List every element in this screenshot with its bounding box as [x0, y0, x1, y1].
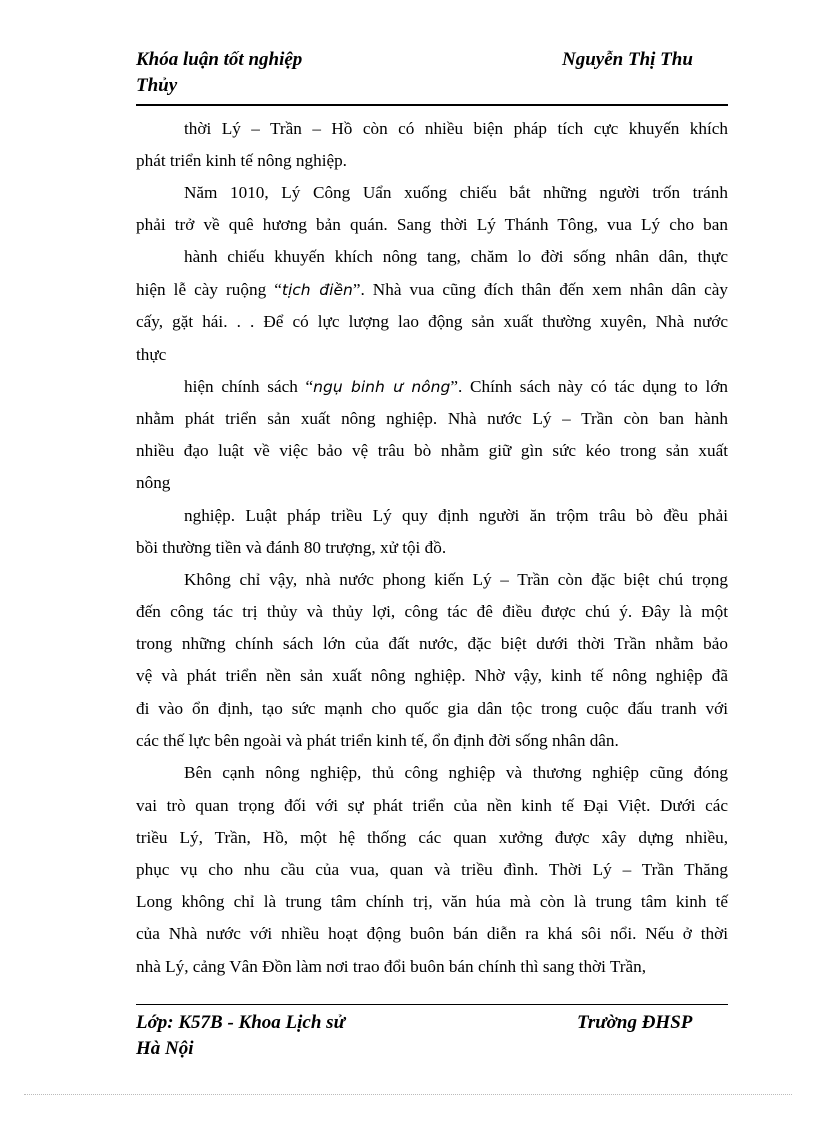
text-line: vai trò quan trọng đối với sự phát triển của nền kinh tế Đại Việt. Dưới các — [136, 796, 728, 815]
text-line: phát triển kinh tế nông nghiệp. — [136, 151, 347, 170]
text-segment: hiện lễ cày ruộng “ — [136, 280, 282, 299]
text-line: phải trở về quê hương bản quán. Sang thời Lý Thánh Tông, vua Lý cho ban — [136, 215, 728, 234]
page-header — [136, 48, 728, 106]
text-line: Không chỉ vậy, nhà nước phong kiến Lý – Trần còn đặc biệt chú trọng — [184, 570, 728, 589]
header-thesis-title: Khóa luận tốt nghiệp — [136, 49, 303, 70]
text-segment: ”. Nhà vua cũng đích thân đến xem nhân dân cày — [352, 280, 728, 299]
text-line: hành chiếu khuyến khích nông tang, chăm lo đời sống nhân dân, thực — [184, 247, 728, 266]
text-line — [136, 274, 728, 306]
text-line: nhiều đạo luật về việc bảo vệ trâu bò nhằm giữ gìn sức kéo trong sản xuất — [136, 441, 728, 460]
text-line: đi vào ổn định, tạo sức mạnh cho quốc gia dân tộc trong cuộc đấu tranh với — [136, 699, 728, 718]
header-author: Nguyễn Thị Thu — [562, 49, 693, 70]
header-author-continued: Thủy — [136, 75, 178, 96]
text-line: các thế lực bên ngoài và phát triển kinh tế, ổn định đời sống nhân dân. — [136, 731, 619, 750]
italic-term: tịch điền — [281, 281, 353, 299]
text-line: Năm 1010, Lý Công Uẩn xuống chiếu bắt những người trốn tránh — [184, 183, 728, 202]
text-line: thực — [136, 345, 167, 364]
text-line: của Nhà nước với nhiều hoạt động buôn bán diễn ra khá sôi nổi. Nếu ở thời — [136, 924, 728, 943]
text-line: thời Lý – Trần – Hồ còn có nhiều biện pháp tích cực khuyến khích — [184, 119, 728, 138]
text-segment: ”. Chính sách này có tác dụng to lớn — [450, 377, 728, 396]
text-line — [184, 371, 728, 403]
text-line: nông — [136, 473, 171, 492]
footer-divider — [136, 1004, 728, 1005]
footer-class: Lớp: K57B - Khoa Lịch sử — [136, 1012, 345, 1033]
text-line: nghiệp. Luật pháp triều Lý quy định người ăn trộm trâu bò đều phải — [184, 506, 728, 525]
italic-term: ngụ binh ư nông — [313, 378, 451, 396]
text-line: phục vụ cho nhu cầu của vua, quan và triều đình. Thời Lý – Trần Thăng — [136, 860, 728, 879]
text-segment: hiện chính sách “ — [184, 377, 314, 396]
text-line: Long không chỉ là trung tâm chính trị, văn húa mà còn là trung tâm kinh tế — [136, 892, 728, 911]
text-line: vệ và phát triển nền sản xuất nông nghiệp. Nhờ vậy, kinh tế nông nghiệp đã — [136, 666, 728, 685]
footer-university-continued: Hà Nội — [136, 1038, 194, 1059]
text-line: Bên cạnh nông nghiệp, thủ công nghiệp và thương nghiệp cũng đóng — [184, 763, 728, 782]
text-line: nhằm phát triển sản xuất nông nghiệp. Nhà nước Lý – Trần còn ban hành — [136, 409, 728, 428]
text-line: trong những chính sách lớn của đất nước, đặc biệt dưới thời Trần nhằm bảo — [136, 634, 728, 653]
text-line: nhà Lý, cảng Vân Đồn làm nơi trao đổi buôn bán chính thì sang thời Trần, — [136, 957, 647, 976]
text-line: triều Lý, Trần, Hồ, một hệ thống các quan xưởng được xây dựng nhiều, — [136, 828, 728, 847]
page-bottom-edge — [24, 1094, 792, 1095]
text-line: đến công tác trị thủy và thủy lợi, công tác đê điều được chú ý. Đây là một — [136, 602, 728, 621]
text-line: cấy, gặt hái. . . Để có lực lượng lao động sản xuất thường xuyên, Nhà nước — [136, 312, 728, 331]
footer-university: Trường ĐHSP — [577, 1012, 693, 1033]
text-line: bồi thường tiền và đánh 80 trượng, xử tội đồ. — [136, 538, 447, 557]
